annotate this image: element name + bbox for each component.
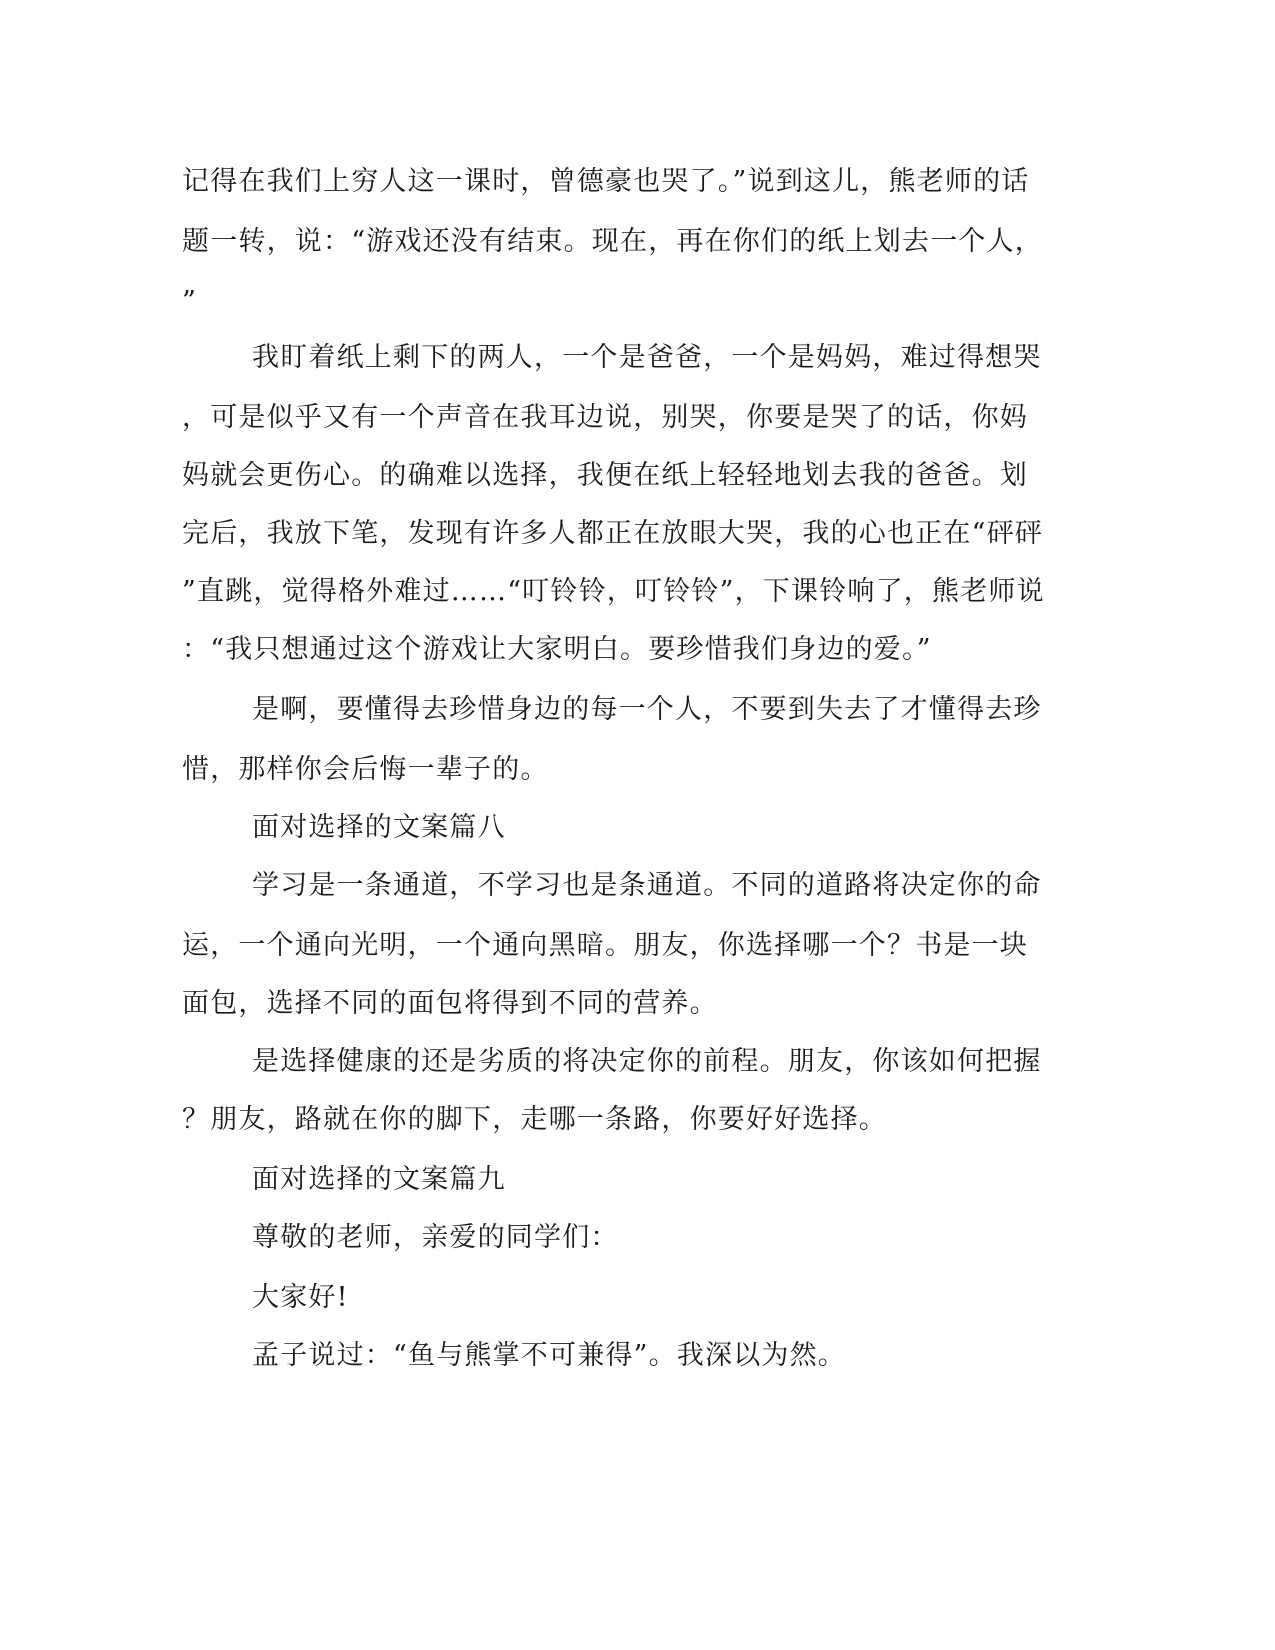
- text-line: 我盯着纸上剩下的两人，一个是爸爸，一个是妈妈，难过得想哭: [252, 342, 1042, 373]
- text-line: 尊敬的老师，亲爱的同学们：: [252, 1222, 619, 1253]
- text-line: ”直跳，觉得格外难过……“叮铃铃，叮铃铃”，下课铃响了，熊老师说: [182, 576, 1045, 607]
- text-line: 大家好!: [252, 1282, 349, 1313]
- section-heading: 面对选择的文案篇八: [252, 812, 506, 843]
- text-line: 孟子说过：“鱼与熊掌不可兼得”。我深以为然。: [252, 1340, 847, 1371]
- text-line: 面包，选择不同的面包将得到不同的营养。: [182, 988, 718, 1019]
- text-line: 惜，那样你会后悔一辈子的。: [182, 754, 549, 785]
- section-heading: 面对选择的文案篇九: [252, 1164, 506, 1195]
- text-line: ？朋友，路就在你的脚下，走哪一条路，你要好好选择。: [182, 1104, 887, 1135]
- text-line: 题一转，说：“游戏还没有结束。现在，再在你们的纸上划去一个人，: [182, 226, 1044, 257]
- text-line: ”: [182, 286, 198, 317]
- text-line: 是选择健康的还是劣质的将决定你的前程。朋友，你该如何把握: [252, 1046, 1042, 1077]
- text-line: 记得在我们上穷人这一课时，曾德豪也哭了。”说到这儿，熊老师的话: [182, 166, 1030, 197]
- text-line: 妈就会更伤心。的确难以选择，我便在纸上轻轻地划去我的爸爸。划: [182, 460, 1028, 491]
- text-line: 运，一个通向光明，一个通向黑暗。朋友，你选择哪一个？书是一块: [182, 930, 1028, 961]
- text-line: 是啊，要懂得去珍惜身边的每一个人，不要到失去了才懂得去珍: [252, 694, 1042, 725]
- text-line: ，可是似乎又有一个声音在我耳边说，别哭，你要是哭了的话，你妈: [182, 402, 1028, 433]
- text-line: ：“我只想通过这个游戏让大家明白。要珍惜我们身边的爱。”: [182, 634, 932, 665]
- text-line: 学习是一条通道，不学习也是条通道。不同的道路将决定你的命: [252, 870, 1042, 901]
- text-line: 完后，我放下笔，发现有许多人都正在放眼大哭，我的心也正在“砰砰: [182, 518, 1044, 549]
